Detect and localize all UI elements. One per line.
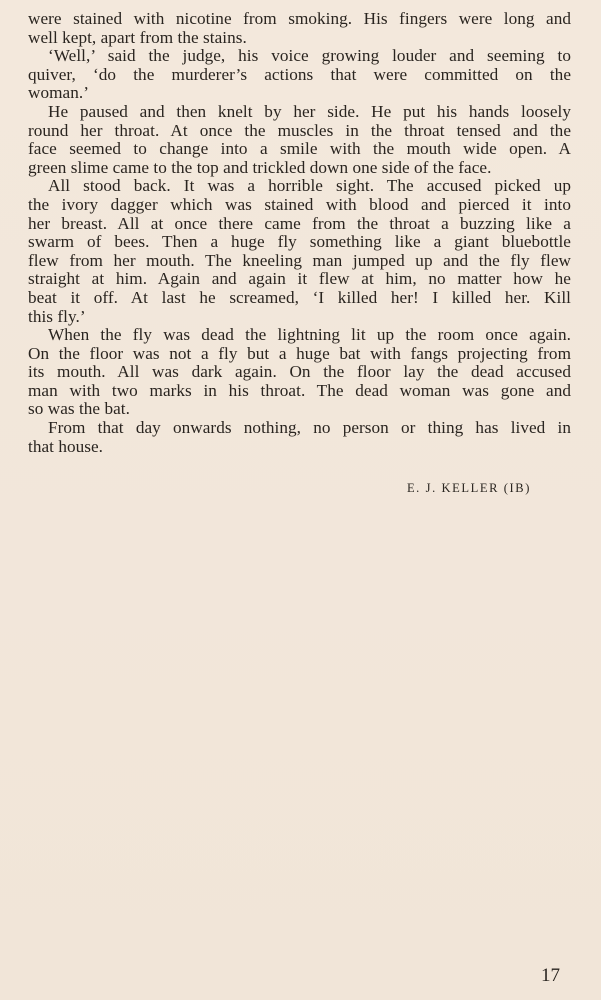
text-line: swarm of bees. Then a huge fly something like a giant bluebottle <box>28 232 571 252</box>
paragraph <box>28 326 571 419</box>
paragraph <box>28 103 571 177</box>
text-line: ‘Well,’ said the judge, his voice growing louder and seeming to <box>48 46 571 66</box>
author-signature: E. J. KELLER (IB) <box>406 481 531 495</box>
text-line: When the fly was dead the lightning lit up the room once again. <box>48 325 571 345</box>
text-line: that house. <box>28 436 104 456</box>
text-line: He paused and then knelt by her side. He put his hands loosely <box>48 101 571 121</box>
text-line: its mouth. All was dark again. On the floor lay the dead accused <box>28 362 571 382</box>
paragraph <box>28 47 571 103</box>
text-line: her breast. All at once there came from the throat a buzzing like a <box>28 213 571 233</box>
text-line: man with two marks in his throat. The dead woman was gone and <box>28 380 571 400</box>
paragraph <box>28 10 571 47</box>
paragraph <box>28 177 571 326</box>
text-line: the ivory dagger which was stained with blood and pierced it into <box>28 194 571 214</box>
text-line: quiver, ‘do the murderer’s actions that were committed on the <box>28 64 571 84</box>
paragraph <box>28 419 571 456</box>
page-number: 17 <box>541 965 560 986</box>
text-line: beat it off. At last he screamed, ‘I killed her! I killed her. Kill <box>28 287 571 307</box>
text-line: face seemed to change into a smile with the mouth wide open. A <box>28 139 571 159</box>
text-line: On the floor was not a fly but a huge bat with fangs projecting from <box>28 343 571 363</box>
text-line: round her throat. At once the muscles in the throat tensed and the <box>28 120 571 140</box>
text-line: flew from her mouth. The kneeling man jumped up and the fly flew <box>28 250 571 270</box>
text-line: this fly.’ <box>28 306 86 326</box>
text-line: green slime came to the top and trickled down one side of the face. <box>28 157 492 177</box>
text-line: All stood back. It was a horrible sight. The accused picked up <box>48 176 571 196</box>
text-line: straight at him. Again and again it flew at him, no matter how he <box>28 269 571 289</box>
text-line: were stained with nicotine from smoking. His fingers were long and <box>28 9 571 28</box>
text-line: so was the bat. <box>28 399 130 419</box>
story-text <box>28 10 571 456</box>
text-line: woman.’ <box>28 83 89 103</box>
text-line: From that day onwards nothing, no person or thing has lived in <box>48 418 571 438</box>
text-line: well kept, apart from the stains. <box>28 27 247 47</box>
